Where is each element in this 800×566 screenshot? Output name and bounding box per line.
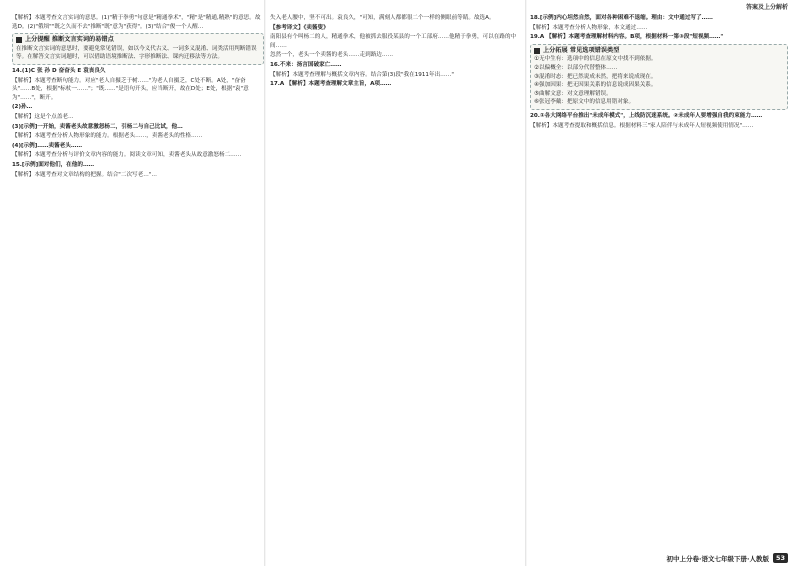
reference-text: 忽然一个，老头一个卖酱的老头……走到路边…… [270, 52, 394, 59]
answer-paragraph: 【解析】本题考查分析人物形象的能力。根据老头……，卖酱老头的性格…… [12, 133, 203, 140]
question-17: 17.A 【解析】本题考查理解文章主旨，A项…… [270, 81, 392, 88]
question-19: 19.A 【解析】本题考查理解材料内容。B项，根据材料一第③段"短视频……" [530, 34, 724, 41]
extension-item: ⑤曲解文意：对文意理解错误。 [534, 90, 612, 97]
book-title: 初中上分卷·语文七年级下册·人教版 [666, 554, 769, 563]
middle-column [270, 14, 522, 554]
square-icon [534, 48, 540, 54]
question-label: (3)[示例]一开始，卖酱老头故意激怒杨二，引杨二与自己比试，他… [12, 123, 183, 130]
question-20: 20.①各大网络平台推出"未成年模式"，上线防沉迷系统。②未成年人要增强自我约束能力…… [530, 112, 763, 119]
column-divider [525, 0, 527, 566]
question-14: 14.(1)C 张 孙 D 奋奋头 E 袁丧良久 [12, 67, 106, 74]
square-icon [16, 37, 22, 43]
right-column [530, 14, 788, 554]
page-number: 53 [773, 553, 788, 563]
answer-paragraph: 【解析】本题考查分析与评价文章内容的能力。阅读文章可知，卖酱老头从故意激怒杨二…… [12, 152, 242, 159]
extension-box-title: 上分拓展 常见选项错误类型 [534, 47, 784, 56]
answer-paragraph: 【解析】本题考查提取和概括信息。根据材料三"家人陪伴与未成年人短视频使用情况"…… [530, 122, 754, 129]
answer-paragraph: 【解析】本题考查分析人物形象，本文通过…… [530, 24, 648, 31]
extension-item: ①无中生有：选项中的信息在原文中找不到依据。 [534, 56, 657, 63]
question-15: 15.[示例]面对他们，在他的…… [12, 161, 95, 168]
reference-text: 南阳县有个叫杨二的人，精通拳术，他被抓去服役某县的一个工部府……他精于拳勇，可以在路的中间…… [270, 34, 517, 49]
answer-paragraph: 失入老人腰中，坚不可出。袁良久，"可知，满刻人都都很二个一样的侧眼前等睛。故选A。 [270, 15, 495, 21]
tip-box-title: 上分提醒 推断文言实词的易错点 [16, 36, 260, 45]
extension-item: ⑥张冠李戴：把原文中的信息用错对象。 [534, 99, 635, 106]
question-18: 18.[示例]内心坦然自然，面对各种困难不退缩。理由：文中通过写了…… [530, 15, 713, 21]
tip-box [12, 33, 264, 65]
answer-paragraph: 【解析】本题考查断句能力。对应"老人自摄乏于树……"为老人自摄乏，C处不断。A处，"奋奋头"……B处，根据"标杖一……"；"既……"是语句开头，应当断开，故在D处；E处，根据"袁"意为"……"，断开。 [12, 77, 249, 101]
extension-item: ②以偏概全：以部分代替整体…… [534, 64, 618, 71]
question-label: (2)孙… [12, 104, 33, 111]
question-label: (4)[示例]……卖酱老头…… [12, 142, 83, 149]
answer-paragraph: 【解析】本题考查文言实词的意思。(1)"精于拳勇"句意是"精通拳术"，"精"是"精通,精熟"的意思。故选D。(2)"俄顷""既之久而不去"推断"既"意为"获得"。(3)"结合"俊一个人醒… [12, 15, 261, 30]
extension-item: ③混淆时态：把已然说成未然，把将来说成现在。 [534, 73, 657, 80]
page-fold [264, 0, 266, 566]
answer-paragraph: 【解析】本题考查对文章结构的把握。结合"二次写老…"… [12, 171, 157, 178]
question-16: 16.不来：扬言国破家亡…… [270, 61, 342, 68]
page-footer [667, 553, 789, 563]
page-header: 答案及上分解析 [745, 4, 788, 11]
answer-paragraph: 【解析】本题考查理解与概括文章内容。结合第(3)段"我在1911年出……" [270, 71, 454, 78]
extension-box [530, 44, 788, 110]
extension-item: ④强加因果：把无因果关系的信息说成因果关系。 [534, 82, 657, 89]
tip-box-text: 在推断文言实词的意思时，要避免常见错误，如以今义代古义、一词多义混淆、词类活用判断错误等。在解答文言实词题时，可以借助语境推断法、字形推断法、课内迁移法等方法。 [16, 45, 257, 61]
answer-paragraph: 【解析】这是个点盖老… [12, 113, 74, 120]
reference-title: 【参考译文】《卖酱叟》 [270, 24, 329, 31]
left-column [12, 14, 264, 554]
